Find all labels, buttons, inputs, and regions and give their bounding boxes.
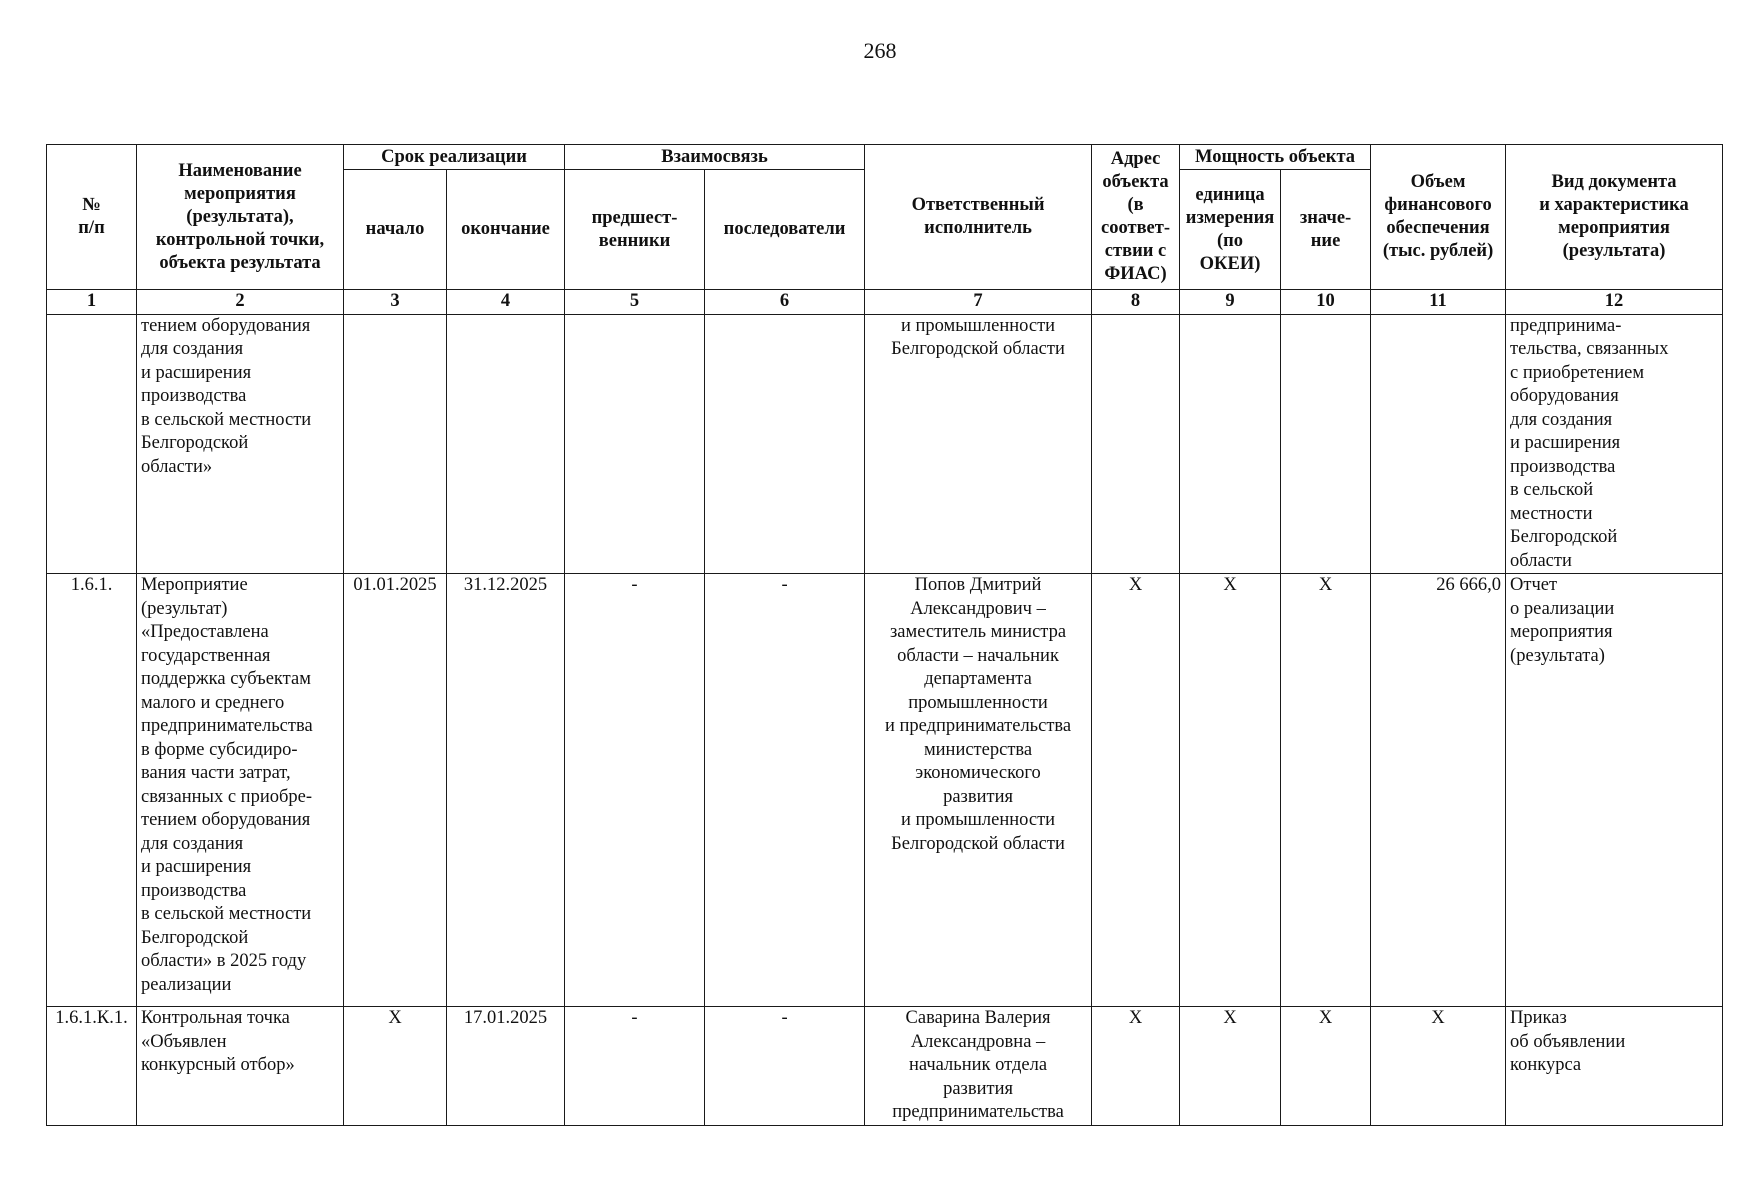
cell-address: X xyxy=(1092,574,1180,1007)
cell-successors: - xyxy=(705,574,865,1007)
cell-doc-type: Отчет о реализации мероприятия (результата) xyxy=(1506,574,1723,1007)
cell-name: Мероприятие (результат) «Предоставлена государственная поддержка субъектам малого и среднего предпринимательства в форме субсидиро- вания части затрат, связанных с приобре- тением оборудования для создания и расширения производства в сельской местности Белгородской области» в 2025 году реализации xyxy=(137,574,344,1007)
cell-value: X xyxy=(1281,574,1371,1007)
cell-predecessors: - xyxy=(565,574,705,1007)
cell-responsible: Саварина Валерия Александровна – начальник отдела развития предпринимательства xyxy=(865,1007,1092,1126)
header-doc-type: Вид документа и характеристика мероприятия (результата) xyxy=(1506,145,1723,290)
header-unit: единица измерения (по ОКЕИ) xyxy=(1180,170,1281,290)
cell-name: тением оборудования для создания и расширения производства в сельской местности Белгородской области» xyxy=(137,314,344,574)
col-number: 8 xyxy=(1092,290,1180,315)
cell-successors: - xyxy=(705,1007,865,1126)
activities-table xyxy=(46,144,1723,1126)
cell-finance: X xyxy=(1371,1007,1506,1126)
header-finance: Объем финансового обеспечения (тыс. рублей) xyxy=(1371,145,1506,290)
col-number: 2 xyxy=(137,290,344,315)
cell-address: X xyxy=(1092,1007,1180,1126)
header-row-top xyxy=(47,145,1723,170)
cell-predecessors: - xyxy=(565,1007,705,1126)
table-row xyxy=(47,574,1723,1007)
header-address: Адрес объекта (в соответ- ствии с ФИАС) xyxy=(1092,145,1180,290)
cell-doc-type: предпринима- тельства, связанных с приобретением оборудования для создания и расширения производства в сельской местности Белгородской области xyxy=(1506,314,1723,574)
header-start: начало xyxy=(344,170,447,290)
cell-unit xyxy=(1180,314,1281,574)
col-number: 12 xyxy=(1506,290,1723,315)
header-responsible: Ответственный исполнитель xyxy=(865,145,1092,290)
header-successors: последователи xyxy=(705,170,865,290)
header-name: Наименование мероприятия (результата), контрольной точки, объекта результата xyxy=(137,145,344,290)
col-number: 10 xyxy=(1281,290,1371,315)
col-number: 9 xyxy=(1180,290,1281,315)
cell-doc-type: Приказ об объявлении конкурса xyxy=(1506,1007,1723,1126)
header-relation: Взаимосвязь xyxy=(565,145,865,170)
cell-value xyxy=(1281,314,1371,574)
table-row xyxy=(47,314,1723,574)
cell-responsible: и промышленности Белгородской области xyxy=(865,314,1092,574)
col-number: 3 xyxy=(344,290,447,315)
cell-responsible: Попов Дмитрий Александрович – заместитель министра области – начальник департамента промышленности и предпринимательства министерства экономического развития и промышленности Белгородской области xyxy=(865,574,1092,1007)
cell-name: Контрольная точка «Объявлен конкурсный отбор» xyxy=(137,1007,344,1126)
cell-num: 1.6.1.К.1. xyxy=(47,1007,137,1126)
cell-predecessors xyxy=(565,314,705,574)
cell-unit: X xyxy=(1180,1007,1281,1126)
header-end: окончание xyxy=(447,170,565,290)
col-number: 1 xyxy=(47,290,137,315)
cell-finance xyxy=(1371,314,1506,574)
cell-unit: X xyxy=(1180,574,1281,1007)
header-predecessors: предшест- венники xyxy=(565,170,705,290)
col-number: 4 xyxy=(447,290,565,315)
cell-start: 01.01.2025 xyxy=(344,574,447,1007)
cell-num xyxy=(47,314,137,574)
col-number: 11 xyxy=(1371,290,1506,315)
col-number: 5 xyxy=(565,290,705,315)
cell-end xyxy=(447,314,565,574)
cell-num: 1.6.1. xyxy=(47,574,137,1007)
cell-start xyxy=(344,314,447,574)
cell-start: X xyxy=(344,1007,447,1126)
col-number: 6 xyxy=(705,290,865,315)
column-numbers-row xyxy=(47,290,1723,315)
header-capacity: Мощность объекта xyxy=(1180,145,1371,170)
col-number: 7 xyxy=(865,290,1092,315)
cell-successors xyxy=(705,314,865,574)
header-num: № п/п xyxy=(47,145,137,290)
header-value: значе- ние xyxy=(1281,170,1371,290)
cell-finance: 26 666,0 xyxy=(1371,574,1506,1007)
cell-value: X xyxy=(1281,1007,1371,1126)
cell-end: 31.12.2025 xyxy=(447,574,565,1007)
page-number: 268 xyxy=(863,38,897,63)
cell-end: 17.01.2025 xyxy=(447,1007,565,1126)
cell-address xyxy=(1092,314,1180,574)
table-row xyxy=(47,1007,1723,1126)
header-term: Срок реализации xyxy=(344,145,565,170)
